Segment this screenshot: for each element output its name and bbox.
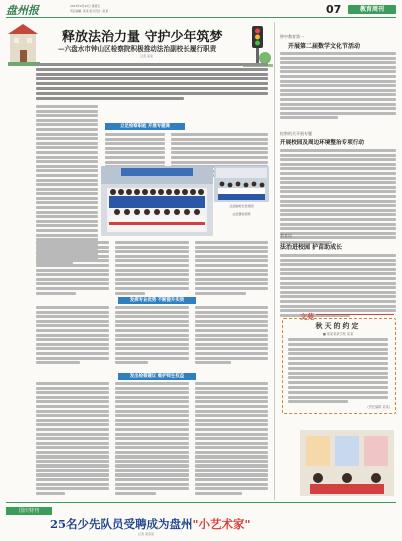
sidebar-story1-body [280,52,396,119]
literary-section-label: 文苑 [300,312,314,321]
poem-signature: (责任编辑 某某) [367,405,390,409]
class-photo [214,166,269,202]
lead-byline: 记者 某某 [140,54,153,58]
bottom-headline [50,516,251,532]
masthead-logo: 盘州报 [6,4,39,17]
sidebar-story1-title: 开展第二届数学文化节活动 [288,43,361,50]
box-title-3: 发出检察建议 维护师生权益 [118,373,196,380]
bottom-byline: 记者 某某某 [138,532,154,536]
box-title-2: 发挥专业优势 不断提升实效 [118,297,196,304]
sidebar-story3-title: 法治进校园 护苗助成长 [280,244,343,251]
sidebar-story1-kicker: 钟中教育第一 [280,34,304,39]
masthead-editor: 责任编辑: 某某 版式设计: 某某 [70,9,109,13]
photo-caption-1: 法治副校长进校园 [229,204,254,208]
sidebar-story3-body [280,254,396,317]
column-divider [274,22,275,500]
sidebar-story2-kicker: 检察机关开展专题 [280,131,312,136]
sidebar-story3-kicker: 教育局 [280,233,292,238]
poem-body [288,338,388,403]
bottom-photo [300,430,394,496]
poem-title: 秋天的约定 [315,321,361,330]
poem-author: ■ 某某某某学校 某某 [322,332,354,336]
photo-caption-2: 法治课堂现场 [232,212,251,216]
page-number: 07 [326,3,342,16]
bottom-headline-highlight: "小艺术家" [192,517,251,531]
masthead-rule [6,17,396,18]
masthead-date: 2023年9月22日 星期五 [70,4,101,8]
lead-section-2 [36,306,268,364]
lead-continued [36,241,268,295]
lead-subhead: —六盘水市钟山区检察院积极推动法治副校长履行职责 [58,45,217,53]
bottom-rule [6,502,396,503]
lead-intro [36,63,268,100]
bottom-story-tag: 国庆特刊 [6,507,52,515]
group-photo [101,166,213,236]
literary-rule [316,314,394,315]
lead-final [36,455,268,495]
box-title-1: 立足检察职能 开展专题课 [105,123,185,130]
sidebar-story2-title: 开展校园及周边环境整治专项行动 [280,140,364,146]
lead-headline: 释放法治力量 守护少年筑梦 [62,30,223,45]
sidebar-story2-body [280,149,396,244]
section-tag: 教育周刊 [348,5,396,14]
bottom-headline-prefix: 25名少先队员受聘成为盘州 [50,517,193,531]
